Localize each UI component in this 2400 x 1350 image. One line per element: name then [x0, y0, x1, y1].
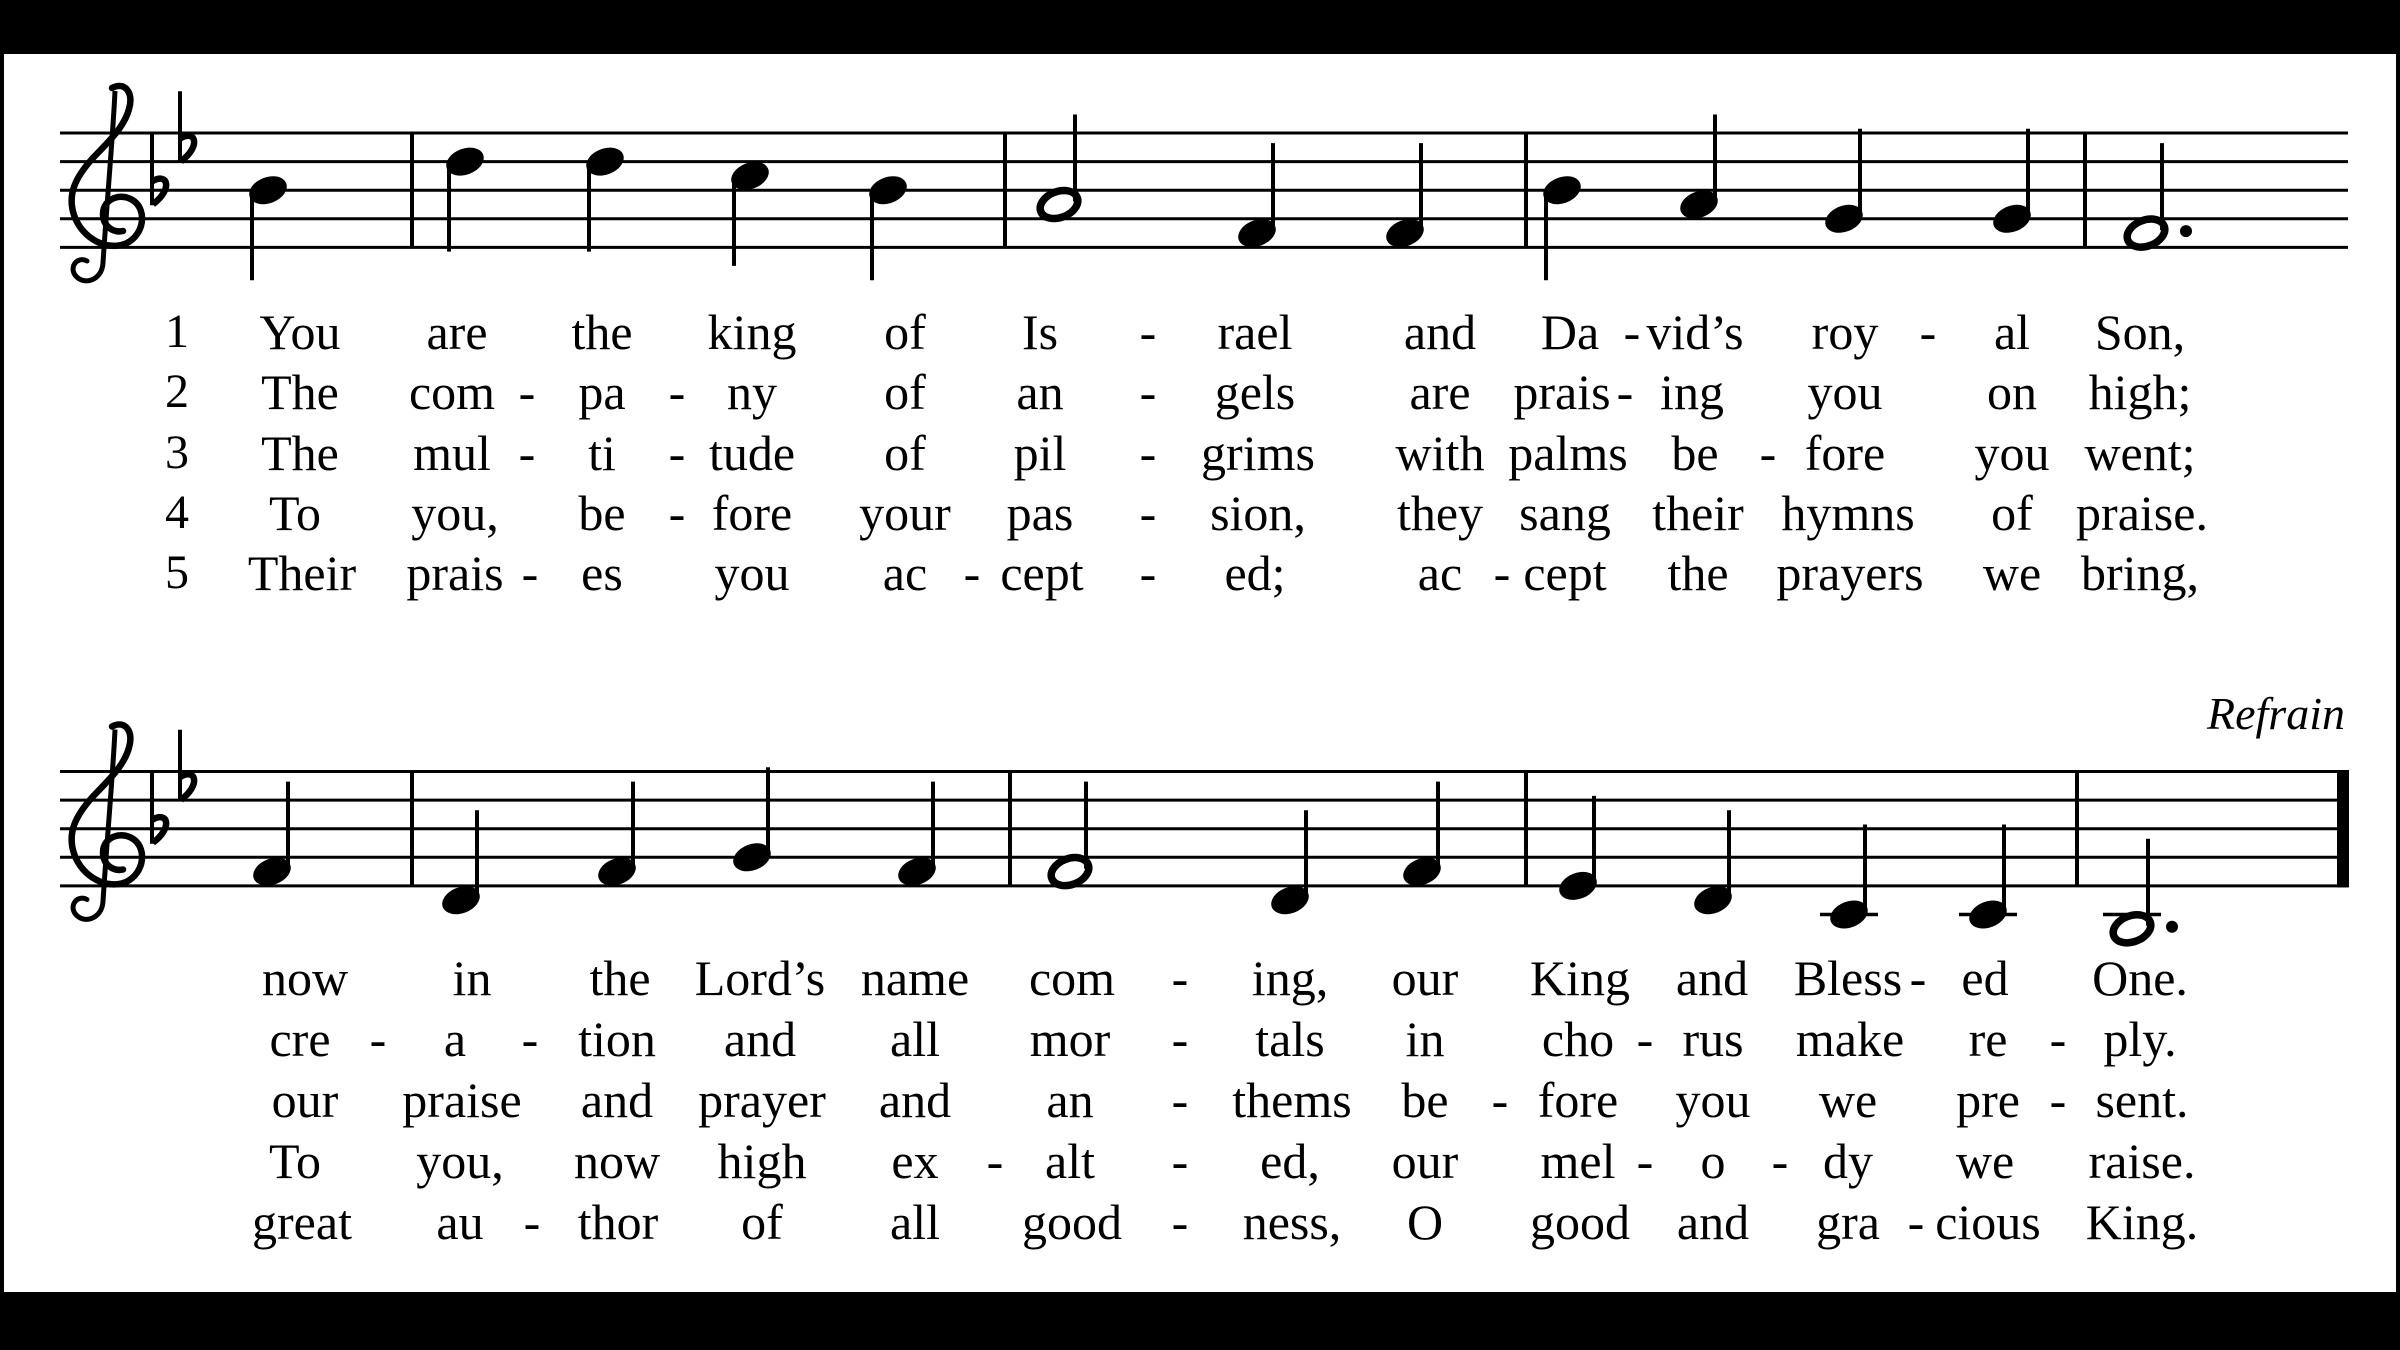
lyric-syllable: their: [1652, 485, 1744, 541]
lyric-syllable: good: [1022, 1194, 1122, 1250]
lyric-syllable: thor: [577, 1194, 659, 1250]
lyric-syllable: O: [1406, 1194, 1444, 1250]
lyric-syllable: they: [1396, 485, 1484, 541]
lyric-syllable: -: [1171, 950, 1189, 1006]
lyric-syllable: -: [1139, 364, 1157, 420]
lyric-syllable: of: [1991, 485, 2033, 541]
lyric-syllable: cept: [1523, 545, 1607, 601]
lyric-syllable: vid’s: [1646, 304, 1744, 360]
lyric-syllable: -: [1139, 425, 1157, 481]
lyric-syllable: mul: [413, 425, 491, 481]
lyric-syllable: mel: [1540, 1133, 1616, 1189]
treble-clef: [103, 730, 115, 902]
lyric-syllable: high: [717, 1133, 807, 1189]
flat-icon: [181, 774, 195, 800]
verse-number: 1: [165, 305, 189, 358]
lyric-syllable: -: [1636, 1011, 1654, 1067]
lyric-syllable: ac: [1417, 545, 1463, 601]
lyric-syllable: -: [668, 364, 686, 420]
lyric-syllable: and: [723, 1011, 797, 1067]
lyric-syllable: -: [369, 1011, 387, 1067]
lyric-syllable: Lord’s: [694, 950, 826, 1006]
lyric-syllable: -: [1616, 364, 1634, 420]
lyric-syllable: thems: [1232, 1072, 1352, 1128]
lyric-syllable: ness,: [1242, 1194, 1342, 1250]
lyric-syllable: are: [426, 304, 488, 360]
lyric-syllable: ply.: [2103, 1011, 2177, 1067]
lyric-syllable: -: [1771, 1133, 1789, 1189]
lyric-syllable: roy: [1811, 304, 1879, 360]
treble-clef: [73, 898, 103, 919]
lyric-syllable: -: [1171, 1072, 1189, 1128]
lyric-syllable: pre: [1956, 1072, 2020, 1128]
lyric-syllable: -: [986, 1133, 1004, 1189]
lyric-syllable: prayer: [698, 1072, 826, 1128]
lyric-syllable: praise.: [2076, 485, 2208, 541]
lyric-syllable: palms: [1508, 425, 1628, 481]
lyric-syllable: tion: [578, 1011, 656, 1067]
lyric-syllable: with: [1395, 425, 1485, 481]
final-barline: [2337, 770, 2349, 887]
lyric-syllable: good: [1530, 1194, 1630, 1250]
lyric-syllable: -: [521, 545, 539, 601]
lyric-syllable: praise: [402, 1072, 522, 1128]
lyric-syllable: com: [1028, 950, 1116, 1006]
lyric-syllable: -: [1171, 1194, 1189, 1250]
lyric-syllable: you: [1675, 1072, 1751, 1128]
lyric-syllable: o: [1700, 1133, 1726, 1189]
lyric-syllable: -: [1139, 304, 1157, 360]
lyric-syllable: -: [668, 425, 686, 481]
lyric-syllable: of: [884, 304, 926, 360]
lyric-syllable: the: [589, 950, 651, 1006]
lyric-syllable: tals: [1255, 1011, 1325, 1067]
lyric-syllable: an: [1016, 364, 1064, 420]
lyric-syllable: fore: [1804, 425, 1886, 481]
lyric-syllable: ing,: [1251, 950, 1329, 1006]
lyric-syllable: are: [1409, 364, 1471, 420]
lyric-syllable: grims: [1201, 425, 1315, 481]
lyric-syllable: and: [1676, 1194, 1750, 1250]
lyric-syllable: all: [890, 1011, 940, 1067]
lyric-syllable: alt: [1045, 1133, 1095, 1189]
lyric-syllable: hymns: [1781, 485, 1915, 541]
lyric-syllable: of: [884, 425, 926, 481]
lyric-syllable: One.: [2092, 950, 2188, 1006]
lyric-syllable: the: [1667, 545, 1729, 601]
lyric-syllable: sang: [1519, 485, 1611, 541]
lyric-syllable: cre: [269, 1011, 331, 1067]
lyric-syllable: of: [741, 1194, 783, 1250]
lyric-syllable: be: [1671, 425, 1719, 481]
lyric-syllable: -: [1139, 485, 1157, 541]
lyric-syllable: pa: [578, 364, 626, 420]
lyric-syllable: pil: [1013, 425, 1067, 481]
lyric-syllable: your: [859, 485, 951, 541]
lyric-syllable: name: [860, 950, 970, 1006]
lyric-syllable: prais: [406, 545, 504, 601]
flat-icon: [181, 136, 195, 162]
lyric-syllable: au: [436, 1194, 484, 1250]
lyric-syllable: -: [1759, 425, 1777, 481]
lyric-syllable: a: [443, 1011, 467, 1067]
lyric-syllable: -: [1636, 1133, 1654, 1189]
lyric-syllable: -: [963, 545, 981, 601]
lyric-syllable: ex: [891, 1133, 939, 1189]
lyric-syllable: Bless: [1793, 950, 1903, 1006]
lyric-syllable: be: [578, 485, 626, 541]
lyric-syllable: -: [1919, 304, 1937, 360]
lyric-syllable: prais: [1513, 364, 1611, 420]
lyric-syllable: on: [1987, 364, 2037, 420]
lyric-syllable: and: [1403, 304, 1477, 360]
lyric-syllable: all: [890, 1194, 940, 1250]
lyric-syllable: rus: [1682, 1011, 1744, 1067]
verse-number: 3: [165, 426, 189, 479]
verse-number: 5: [165, 546, 189, 599]
lyric-syllable: -: [1171, 1011, 1189, 1067]
lyric-syllable: our: [1391, 950, 1459, 1006]
lyric-syllable: -: [523, 1194, 541, 1250]
lyric-syllable: cious: [1935, 1194, 2041, 1250]
lyric-syllable: -: [518, 425, 536, 481]
lyric-syllable: mor: [1029, 1011, 1111, 1067]
lyric-syllable: al: [1993, 304, 2031, 360]
lyric-syllable: cho: [1541, 1011, 1615, 1067]
lyric-syllable: -: [2049, 1072, 2067, 1128]
lyric-syllable: sion,: [1210, 485, 1306, 541]
treble-clef: [103, 91, 115, 263]
lyric-syllable: ed,: [1260, 1133, 1320, 1189]
lyric-syllable: ny: [727, 364, 777, 420]
lyric-syllable: King.: [2085, 1194, 2199, 1250]
lyric-syllable: you: [714, 545, 790, 601]
lyric-syllable: and: [1675, 950, 1749, 1006]
lyric-syllable: -: [518, 364, 536, 420]
lyric-syllable: high;: [2088, 364, 2192, 420]
lyric-syllable: in: [1405, 1011, 1445, 1067]
lyric-syllable: our: [1391, 1133, 1459, 1189]
lyric-syllable: in: [452, 950, 492, 1006]
lyric-syllable: gels: [1214, 364, 1296, 420]
lyric-syllable: be: [1401, 1072, 1449, 1128]
lyric-syllable: To: [268, 1133, 322, 1189]
lyric-syllable: great: [252, 1194, 352, 1250]
lyric-syllable: now: [573, 1133, 661, 1189]
lyric-syllable: ing: [1660, 364, 1724, 420]
lyric-syllable: bring,: [2080, 545, 2200, 601]
lyric-syllable: king: [707, 304, 797, 360]
lyric-syllable: ed: [1961, 950, 2009, 1006]
lyric-syllable: the: [571, 304, 633, 360]
lyric-syllable: you: [1807, 364, 1883, 420]
lyric-syllable: -: [1907, 1194, 1925, 1250]
lyric-syllable: we: [1955, 1133, 2015, 1189]
lyric-syllable: ed;: [1224, 545, 1286, 601]
lyric-syllable: make: [1795, 1011, 1905, 1067]
lyric-syllable: ac: [882, 545, 928, 601]
lyric-syllable: Da: [1540, 304, 1600, 360]
lyric-syllable: raise.: [2088, 1133, 2196, 1189]
lyric-syllable: we: [1818, 1072, 1878, 1128]
lyric-syllable: cept: [1000, 545, 1084, 601]
lyric-syllable: dy: [1823, 1133, 1873, 1189]
treble-clef: [73, 260, 103, 281]
lyric-syllable: went;: [2084, 425, 2196, 481]
lyric-syllable: tude: [708, 425, 796, 481]
lyric-syllable: -: [1623, 304, 1641, 360]
lyric-syllable: -: [521, 1011, 539, 1067]
lyric-syllable: gra: [1816, 1194, 1880, 1250]
lyric-syllable: and: [580, 1072, 654, 1128]
lyric-syllable: you,: [411, 485, 499, 541]
augmentation-dot: [2166, 921, 2178, 933]
refrain-label: Refrain: [2207, 688, 2345, 739]
lyric-syllable: Is: [1021, 304, 1059, 360]
lyric-syllable: sent.: [2095, 1072, 2189, 1128]
lyric-syllable: fore: [1537, 1072, 1619, 1128]
lyric-syllable: you: [1974, 425, 2050, 481]
augmentation-dot: [2180, 225, 2192, 237]
lyric-syllable: -: [668, 485, 686, 541]
lyric-syllable: -: [1491, 1072, 1509, 1128]
lyric-syllable: -: [1493, 545, 1511, 601]
lyric-syllable: -: [1909, 950, 1927, 1006]
lyric-syllable: our: [271, 1072, 339, 1128]
lyric-syllable: pas: [1006, 485, 1074, 541]
verse-number: 2: [165, 365, 189, 418]
lyric-syllable: ti: [588, 425, 616, 481]
lyric-syllable: com: [408, 364, 496, 420]
lyric-syllable: -: [1139, 545, 1157, 601]
lyric-syllable: -: [2049, 1011, 2067, 1067]
lyric-syllable: of: [884, 364, 926, 420]
lyric-syllable: re: [1968, 1011, 2008, 1067]
lyric-syllable: prayers: [1776, 545, 1924, 601]
lyric-syllable: The: [261, 425, 339, 481]
lyric-syllable: now: [261, 950, 349, 1006]
lyric-syllable: -: [1171, 1133, 1189, 1189]
lyric-syllable: The: [261, 364, 339, 420]
lyric-syllable: King: [1530, 950, 1630, 1006]
lyric-syllable: You: [259, 304, 341, 360]
lyric-syllable: you,: [416, 1133, 504, 1189]
lyric-syllable: an: [1046, 1072, 1094, 1128]
lyric-syllable: rael: [1217, 304, 1293, 360]
lyric-syllable: Their: [247, 545, 357, 601]
lyric-syllable: we: [1982, 545, 2042, 601]
lyric-syllable: To: [268, 485, 322, 541]
lyric-syllable: fore: [711, 485, 793, 541]
lyric-syllable: Son,: [2094, 304, 2186, 360]
lyric-syllable: es: [581, 545, 623, 601]
verse-number: 4: [165, 486, 189, 539]
lyric-syllable: and: [878, 1072, 952, 1128]
